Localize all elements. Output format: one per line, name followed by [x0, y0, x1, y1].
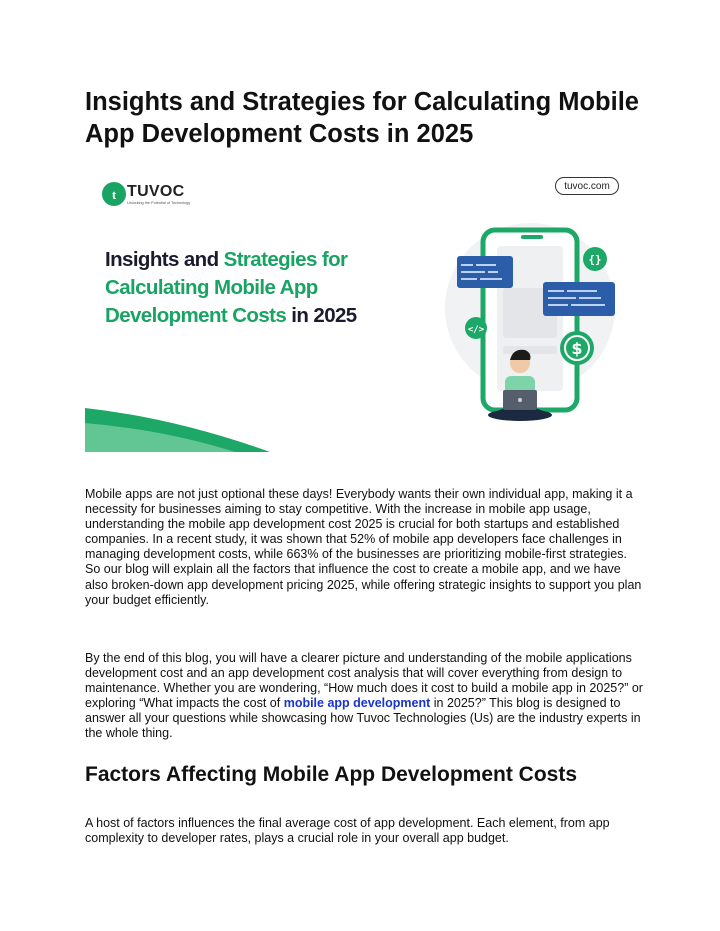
- svg-text:$: $: [571, 339, 583, 358]
- code-card-left: [457, 256, 513, 288]
- tuvoc-logo-icon: [102, 182, 126, 206]
- code-braces-icon: [583, 247, 607, 271]
- second-paragraph: By the end of this blog, you will have a clearer picture and understanding of the mobile applications development cost and an app development cost analysis that will cover everything from design to maintenance. Whether you are wondering, “How much does it cost to build a mobile app in 2025?” or exploring “What impacts the cost of mobile app development in 2025?” This blog is designed to answer all your questions while showcasing how Tuvoc Technologies (Us) are the industry experts in the whole thing.: [85, 651, 643, 741]
- code-tag-icon: [465, 317, 487, 339]
- svg-text:{}: {}: [588, 253, 602, 266]
- code-card-right: [543, 282, 615, 316]
- hero-heading-accent: Strategies for Calculating Mobile App Development Costs: [105, 248, 348, 327]
- hero-heading: Insights and Strategies for Calculating Mobile App Development Costs in 2025: [105, 248, 357, 327]
- dollar-icon: [560, 331, 594, 365]
- tuvoc-logo-tagline: Unlocking the Potential of Technology: [127, 201, 191, 205]
- intro-paragraph: Mobile apps are not just optional these days! Everybody wants their own individual app, making it a necessity for businesses aiming to stay competitive. With the increase in mobile app usage, understanding the mobile app development cost 2025 is crucial for both startups and established companies. In a recent study, it was shown that 52% of mobile app developers face challenges in managing development costs, while 663% of the businesses are prioritizing mobile-first strategies. So our blog will explain all the factors that influence the cost to create a mobile app, and we have also broken-down app development pricing 2025, while offering strategic insights to support you plan your budget efficiently.: [85, 487, 642, 607]
- factors-paragraph: A host of factors influences the final average cost of app development. Each element, from app complexity to developer rates, plays a crucial role in your overall app budget.: [85, 816, 610, 846]
- domain-badge: tuvoc.com: [555, 177, 619, 195]
- svg-text:</>: </>: [467, 325, 485, 335]
- hero-banner: [85, 168, 630, 453]
- page-title: Insights and Strategies for Calculating Mobile App Development Costs in 2025: [85, 88, 639, 148]
- tuvoc-logo-text: TUVOC: [127, 183, 185, 200]
- factors-heading: Factors Affecting Mobile App Development Costs: [85, 763, 577, 786]
- mobile-app-development-link[interactable]: mobile app development: [283, 696, 431, 711]
- svg-text:t: t: [111, 187, 117, 202]
